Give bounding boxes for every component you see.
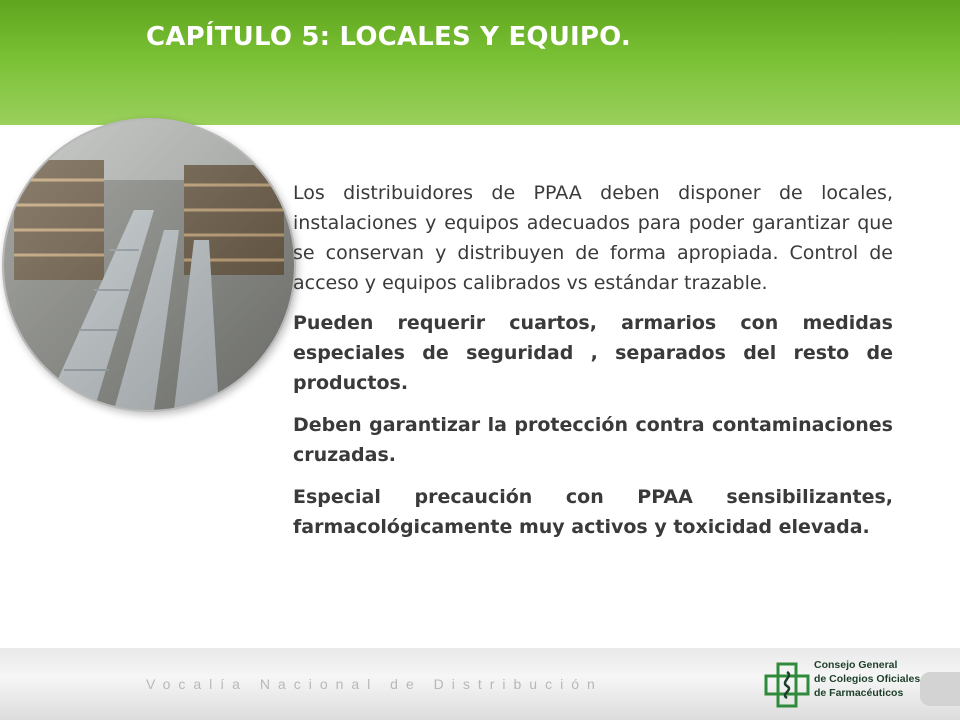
- logo-line-3: de Farmacéuticos: [814, 687, 904, 699]
- footer-caption: Vocalía Nacional de Distribución: [146, 676, 603, 692]
- warehouse-photo: [2, 118, 296, 412]
- logo-line-2: de Colegios Oficiales: [814, 673, 921, 685]
- header-banner: [0, 0, 960, 125]
- logo-line-1: Consejo General: [814, 659, 898, 671]
- footer-bar: [0, 648, 960, 720]
- organization-logo: [764, 656, 924, 716]
- paragraph-4: Especial precaución con PPAA sensibilizantes, farmacológicamente muy activos y toxicidad elevada.: [293, 486, 893, 538]
- paragraph-1: Los distribuidores de PPAA deben disponer de locales, instalaciones y equipos adecuados para poder garantizar que se conservan y distribuyen de forma apropiada. Control de acceso y equipos calibrados vs estándar trazable.: [293, 182, 893, 294]
- paragraph-2: Pueden requerir cuartos, armarios con medidas especiales de seguridad , separados del resto de productos.: [293, 312, 893, 394]
- body-text: [293, 178, 893, 554]
- logo-text: [814, 658, 920, 700]
- paragraph-3: Deben garantizar la protección contra contaminaciones cruzadas.: [293, 414, 893, 466]
- pharmacy-cross-icon: [764, 662, 810, 708]
- slide-title: CAPÍTULO 5: LOCALES Y EQUIPO.: [146, 22, 631, 52]
- corner-tab: [920, 672, 960, 706]
